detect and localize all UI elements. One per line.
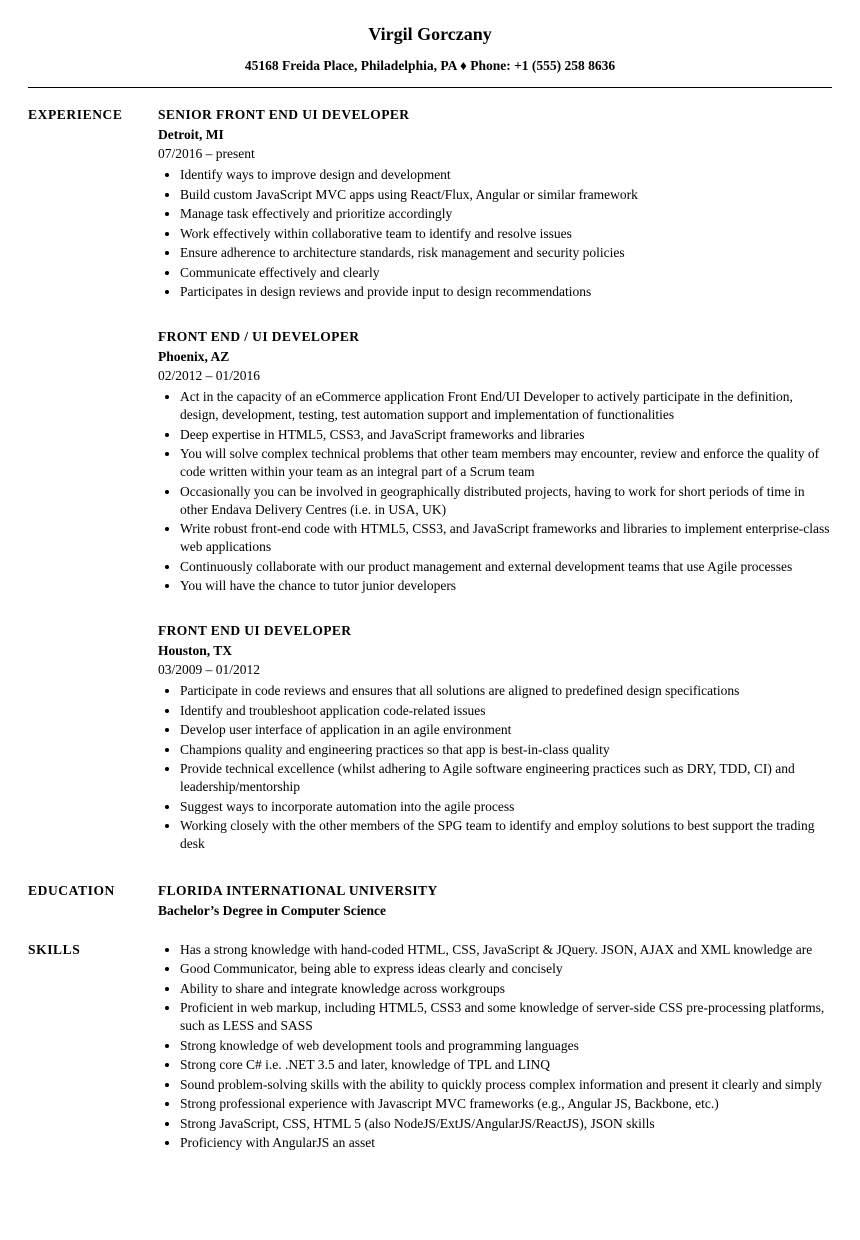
bullet-item: • Champions quality and engineering practices so that app is best-in-class quality (180, 741, 832, 759)
bullet-item: • Ability to share and integrate knowledge across workgroups (180, 980, 832, 998)
skills-content (158, 941, 832, 1154)
section-label-education: EDUCATION (28, 882, 115, 898)
job-bullet-list (158, 388, 832, 595)
skills-section (28, 941, 832, 1154)
job-dates: 03/2009 – 01/2012 (158, 662, 261, 677)
education-content (158, 882, 832, 920)
job-dates: 02/2012 – 01/2016 (158, 368, 261, 383)
bullet-item: • Deep expertise in HTML5, CSS3, and JavaScript frameworks and libraries (180, 426, 832, 444)
job-dates: 07/2016 – present (158, 146, 255, 161)
bullet-item: • Participate in code reviews and ensures that all solutions are aligned to predefined design specifications (180, 682, 832, 700)
bullet-item: • Proficiency with AngularJS an asset (180, 1134, 832, 1152)
resume-header (28, 24, 832, 74)
bullet-item: • Strong JavaScript, CSS, HTML 5 (also NodeJS/ExtJS/AngularJS/ReactJS), JSON skills (180, 1115, 832, 1133)
job-title: FRONT END / UI DEVELOPER (158, 329, 360, 344)
bullet-item: • Sound problem-solving skills with the ability to quickly process complex information and present it clearly and simply (180, 1076, 832, 1094)
bullet-item: • Identify ways to improve design and development (180, 166, 832, 184)
bullet-item: • You will have the chance to tutor junior developers (180, 577, 832, 595)
bullet-item: • Good Communicator, being able to express ideas clearly and concisely (180, 960, 832, 978)
bullet-item: • Manage task effectively and prioritize accordingly (180, 205, 832, 223)
bullet-item: • Has a strong knowledge with hand-coded HTML, CSS, JavaScript & JQuery. JSON, AJAX and XML knowledge are (180, 941, 832, 959)
job-location: Detroit, MI (158, 127, 224, 142)
bullet-item: • Strong knowledge of web development tools and programming languages (180, 1037, 832, 1055)
job-location: Houston, TX (158, 643, 233, 658)
bullet-item: • Develop user interface of application in an agile environment (180, 721, 832, 739)
experience-section (28, 106, 832, 855)
skills-bullet-list (158, 941, 832, 1153)
experience-content (158, 106, 832, 855)
section-label-experience: EXPERIENCE (28, 107, 123, 122)
bullet-item: • Write robust front-end code with HTML5, CSS3, and JavaScript frameworks and libraries to implement enterprise-class web applications (180, 520, 832, 556)
bullet-item: • Strong professional experience with Javascript MVC frameworks (e.g., Angular JS, Backbone, etc.) (180, 1095, 832, 1113)
bullet-item: • Build custom JavaScript MVC apps using React/Flux, Angular or similar framework (180, 186, 832, 204)
bullet-item: • Occasionally you can be involved in geographically distributed projects, having to work for short periods of time in other Endava Delivery Centres (i.e. in USA, UK) (180, 483, 832, 519)
job-entry (158, 106, 832, 301)
job-title: FRONT END UI DEVELOPER (158, 623, 352, 638)
person-name: Virgil Gorczany (368, 24, 492, 44)
bullet-item: • Strong core C# i.e. .NET 3.5 and later, knowledge of TPL and LINQ (180, 1056, 832, 1074)
bullet-item: • Ensure adherence to architecture standards, risk management and security policies (180, 244, 832, 262)
education-school: FLORIDA INTERNATIONAL UNIVERSITY (158, 882, 438, 898)
header-divider (28, 87, 832, 88)
bullet-item: • Continuously collaborate with our product management and external development teams that use Agile processes (180, 558, 832, 576)
job-location: Phoenix, AZ (158, 349, 230, 364)
contact-line: 45168 Freida Place, Philadelphia, PA ♦ Phone: +1 (555) 258 8636 (244, 58, 616, 73)
job-entry (158, 622, 832, 853)
bullet-item: • You will solve complex technical problems that other team members may encounter, review and enforce the quality of code written within your team as an integral part of a Scrum team (180, 445, 832, 481)
bullet-item: • Proficient in web markup, including HTML5, CSS3 and some knowledge of server-side CSS pre-processing platforms, such as LESS and SASS (180, 999, 832, 1035)
bullet-item: • Act in the capacity of an eCommerce application Front End/UI Developer to actively participate in the definition, design, development, testing, test automation support and implementation of functionalities (180, 388, 832, 424)
job-bullet-list (158, 166, 832, 301)
bullet-item: • Work effectively within collaborative team to identify and resolve issues (180, 225, 832, 243)
bullet-item: • Communicate effectively and clearly (180, 264, 832, 282)
bullet-item: • Identify and troubleshoot application code-related issues (180, 702, 832, 720)
job-title: SENIOR FRONT END UI DEVELOPER (158, 107, 410, 122)
bullet-item: • Working closely with the other members of the SPG team to identify and employ solutions to best support the trading desk (180, 817, 832, 853)
education-degree: Bachelor’s Degree in Computer Science (158, 902, 386, 918)
education-section (28, 882, 832, 920)
bullet-item: • Suggest ways to incorporate automation into the agile process (180, 798, 832, 816)
section-label-skills: SKILLS (28, 941, 81, 957)
bullet-item: • Provide technical excellence (whilst adhering to Agile software engineering practices such as DRY, TDD, CI) and leadership/mentorship (180, 760, 832, 796)
job-bullet-list (158, 682, 832, 853)
bullet-item: • Participates in design reviews and provide input to design recommendations (180, 283, 832, 301)
job-entry (158, 328, 832, 595)
